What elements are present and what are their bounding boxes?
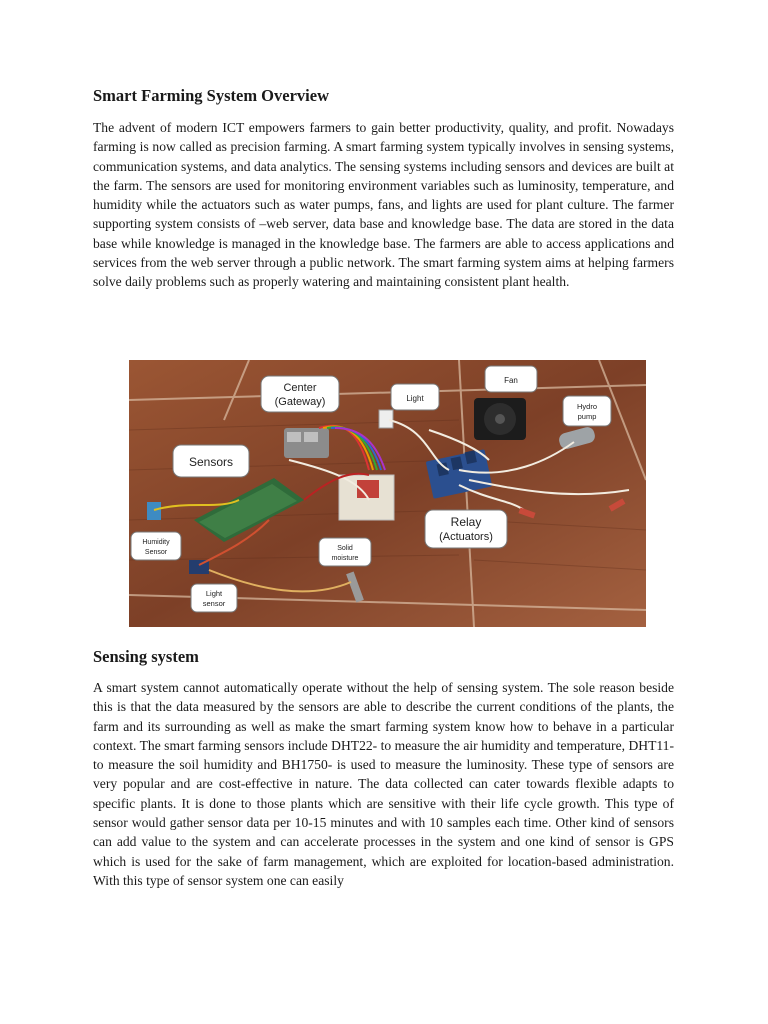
callout-relay-line2: (Actuators) (439, 531, 493, 543)
callout-hydro-pump (563, 396, 611, 426)
fan-device (474, 398, 526, 440)
callout-lightsensor-line1: Light (205, 589, 223, 598)
callout-center (261, 376, 339, 412)
humidity-sensor-module (147, 502, 161, 520)
callout-lightsensor-line2: sensor (202, 599, 226, 608)
overview-paragraph: The advent of modern ICT empowers farmers to gain better productivity, quality, and profit. Nowadays farming is now called as precision farming. A smart farming system typically involves in sensing systems, communication systems, and data analytics. The sensing systems including sensors and devices are built at the farm. The sensors are used for monitoring environment variables such as luminosity, temperature, and humidity while the actuators such as water pumps, fans, and lights are used for plant culture. The farmer supporting system consists of –web server, data base and knowledge base. The data are stored in the data base while knowledge is managed in the knowledge base. The farmers are able to access applications and services from the web server through a public network. The smart farming system aims at helping farmers solve daily problems such as properly watering and maintaining consistent plant health. (93, 120, 674, 290)
section-title-overview: Smart Farming System Overview (93, 86, 329, 105)
callout-humidity-sensor (131, 532, 181, 560)
callout-relay-line1: Relay (450, 515, 482, 529)
callout-soil-line1: Solid (337, 545, 353, 552)
sensing-paragraph: A smart system cannot automatically operate without the help of sensing system. The sole reason beside this is that the data measured by the sensors are able to describe the current conditions of the plants, the farm and its surrounding as well as make the smart farming system know how to behave in a particular context. The smart farming sensors include DHT22- to measure the air humidity and temperature, DHT11- to measure the soil humidity and BH1750- is used to measure the luminosity. These type of sensors are very popular and are cost-effective in nature. The data collected can cater towards flexible adapts to specific plants. It is done to those plants which are sensitive with their life cycle growth. This type of sensor would gather sensor data per 10-15 minutes and with 10 samples each time. Other kind of sensors can add value to the system and can accelerate processes in the system and one kind of sensor is GPS which is used for the sake of farm management, which are exploited for location-based administration. With this type of sensor system one can easily (93, 680, 674, 888)
callout-sensors (173, 445, 249, 477)
callout-sensors-label: Sensors (188, 455, 234, 469)
smart-farming-photo (129, 360, 646, 627)
callout-light-sensor (191, 584, 237, 612)
callout-fan (485, 366, 537, 392)
callout-relay (425, 510, 507, 548)
callout-hydro-line2: pump (577, 412, 597, 421)
callout-fan-label: Fan (504, 376, 518, 385)
callout-hydro-line1: Hydro (576, 402, 598, 411)
callout-soil-moisture (319, 538, 371, 566)
callout-center-line2: (Gateway) (274, 396, 326, 408)
callout-soil-line2: moisture (331, 555, 359, 562)
callout-humidity-line1: Humidity (142, 539, 170, 546)
callout-light (391, 384, 439, 410)
callout-humidity-line2: Sensor (144, 549, 168, 556)
callout-light-label: Light (406, 394, 424, 403)
light-bulb (379, 410, 393, 428)
callout-center-line1: Center (283, 382, 317, 394)
gateway-board (284, 428, 329, 458)
section-title-sensing: Sensing system (93, 647, 199, 666)
